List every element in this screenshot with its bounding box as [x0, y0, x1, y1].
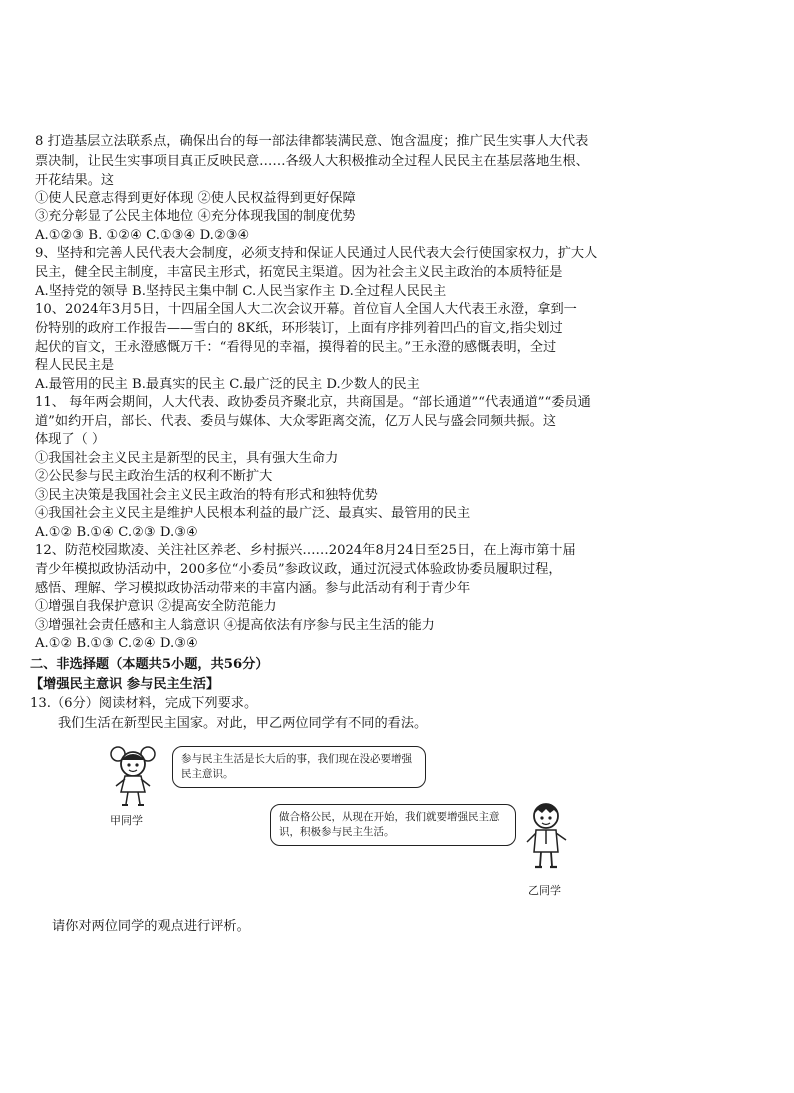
q9-answer-choices: A.坚持党的领导 B.坚持民主集中制 C.人民当家作主 D.全过程人民民主: [35, 284, 447, 299]
student-a-speech-bubble: 参与民主生活是长大后的事，我们现在没必要增强民主意识。: [172, 746, 426, 788]
section-2-subheading: 【增强民主意识 参与民主生活】: [30, 677, 220, 692]
q13-question: 请你对两位同学的观点进行评析。: [52, 919, 250, 934]
q12-stem-line-3: 感悟、理解、学习模拟政协活动带来的丰富内涵。参与此活动有利于青少年: [35, 581, 471, 596]
q8-stem-line-3: 开花结果。这: [35, 173, 115, 188]
student-b-caption: 乙同学: [528, 884, 561, 897]
q11-option-4: ④我国社会主义民主是维护人民根本利益的最广泛、最真实、最管用的民主: [35, 506, 471, 521]
q10-answer-choices: A.最管用的民主 B.最真实的民主 C.最广泛的民主 D.少数人的民主: [35, 377, 420, 392]
q10-stem-line-4: 程人民民主是: [35, 358, 115, 373]
q8-stem-line-1: 8 打造基层立法联系点，确保出台的每一部法律都装满民意、饱含温度；推广民生实事人大代表: [35, 134, 589, 149]
q11-stem-line-3: 体现了（ ）: [35, 432, 106, 447]
q12-option-line-2: ③增强社会责任感和主人翁意识 ④提高依法有序参与民主生活的能力: [35, 618, 435, 633]
q11-option-3: ③民主决策是我国社会主义民主政治的特有形式和独特优势: [35, 488, 378, 503]
q13-stem: 13.（6分）阅读材料，完成下列要求。: [30, 696, 258, 711]
q12-answer-choices: A.①② B.①③ C.②④ D.③④: [35, 636, 198, 651]
q11-answer-choices: A.①② B.①④ C.②③ D.③④: [35, 525, 198, 540]
q11-option-2: ②公民参与民主政治生活的权利不断扩大: [35, 469, 273, 484]
q13-intro: 我们生活在新型民主国家。对此，甲乙两位同学有不同的看法。: [58, 716, 428, 731]
q12-option-line-1: ①增强自我保护意识 ②提高安全防范能力: [35, 599, 277, 614]
student-a-figure: [106, 742, 162, 810]
q8-stem-line-2: 票决制，让民生实事项目真正反映民意……各级人大积极推动全过程人民民主在基层落地生根、: [35, 154, 589, 169]
q11-stem-line-1: 11、 每年两会期间，人大代表、政协委员齐聚北京，共商国是。“部长通道”“代表通道”“委员通: [35, 395, 591, 410]
q12-stem-line-1: 12、防范校园欺凌、关注社区养老、乡村振兴……2024年8月24日至25日，在上海市第十届: [35, 543, 576, 558]
student-b-figure: [518, 800, 574, 872]
q10-stem-line-1: 10、2024年3月5日，十四届全国人大二次会议开幕。首位盲人全国人大代表王永澄，拿到一: [35, 302, 577, 317]
q8-option-line-2: ③充分彰显了公民主体地位 ④充分体现我国的制度优势: [35, 209, 356, 224]
q11-stem-line-2: 道”如约开启，部长、代表、委员与媒体、大众零距离交流，亿万人民与盛会同频共振。这: [35, 414, 557, 429]
q10-stem-line-3: 起伏的盲文，王永澄感慨万千：“看得见的幸福，摸得着的民主。”王永澄的感慨表明，全过: [35, 340, 557, 355]
q8-option-line-1: ①使人民意志得到更好体现 ②使人民权益得到更好保障: [35, 191, 356, 206]
q12-stem-line-2: 青少年模拟政协活动中，200多位“小委员”参政议政，通过沉浸式体验政协委员履职过程，: [35, 562, 562, 577]
q10-stem-line-2: 份特别的政府工作报告——雪白的 8K纸，环形装订，上面有序排列着凹凸的盲文,指尖划过: [35, 321, 563, 336]
q11-option-1: ①我国社会主义民主是新型的民主，具有强大生命力: [35, 451, 339, 466]
q9-stem-line-2: 民主，健全民主制度，丰富民主形式，拓宽民主渠道。因为社会主义民主政治的本质特征是: [35, 265, 563, 280]
q8-answer-choices: A.①②③ B. ①②④ C.①③④ D.②③④: [35, 228, 250, 243]
student-a-caption: 甲同学: [110, 814, 143, 827]
student-b-speech-bubble: 做合格公民，从现在开始，我们就要增强民主意识，积极参与民主生活。: [270, 804, 516, 846]
section-2-heading: 二、非选择题（本题共5小题，共56分）: [30, 657, 269, 672]
q9-stem-line-1: 9、坚持和完善人民代表大会制度，必须支持和保证人民通过人民代表大会行使国家权力，扩大人: [35, 246, 598, 261]
